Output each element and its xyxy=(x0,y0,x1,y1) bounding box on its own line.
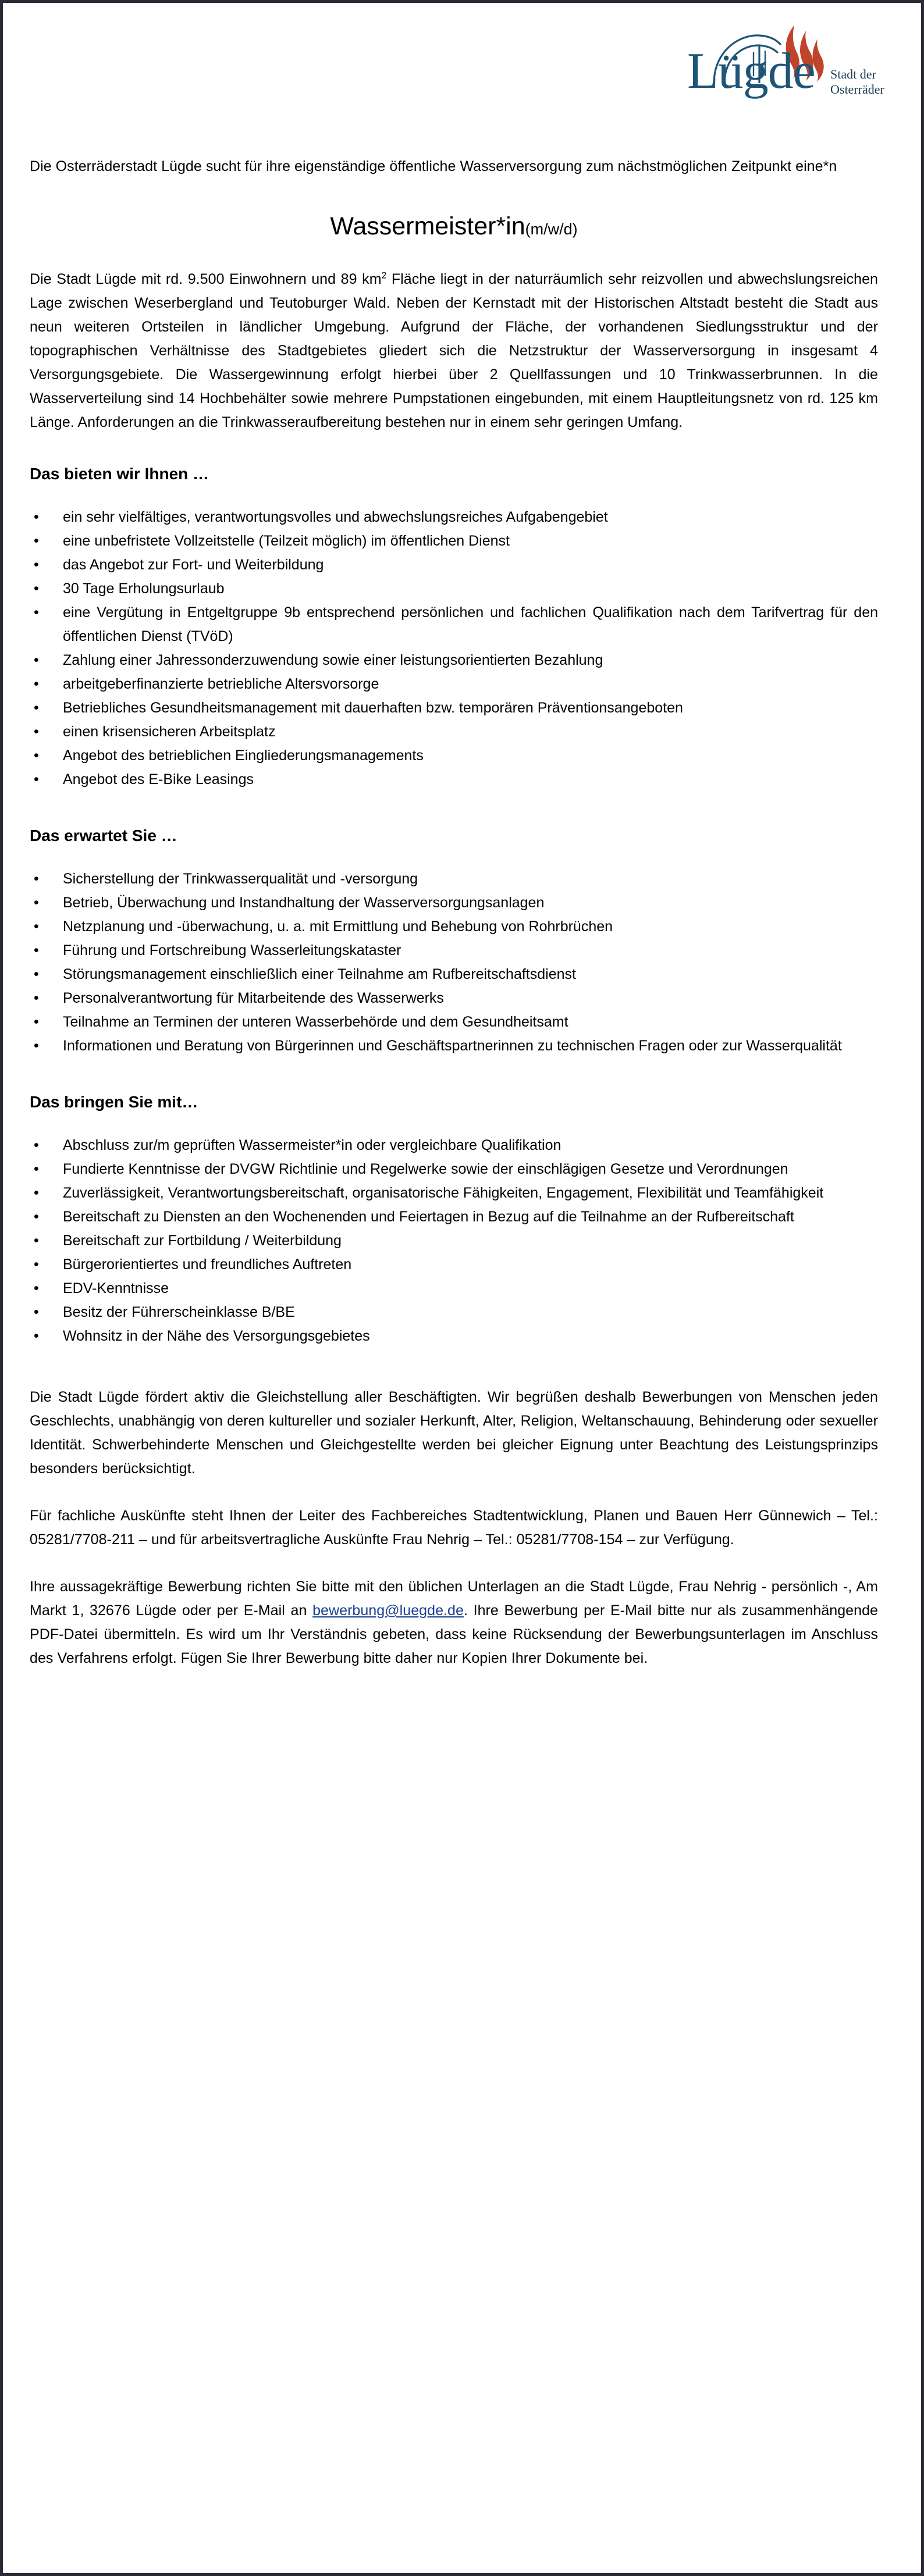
list-item xyxy=(30,1253,878,1277)
requirements-list xyxy=(30,1134,878,1348)
list-item xyxy=(30,744,878,768)
list-item-text: • Angebot des E-Bike Leasings xyxy=(63,771,254,788)
list-item-text: • Teilnahme an Terminen der unteren Wasserbehörde und dem Gesundheitsamt xyxy=(63,1014,568,1030)
list-item-text: • Störungsmanagement einschließlich einer Teilnahme am Rufbereitschaftsdienst xyxy=(63,966,576,982)
contact-paragraph: Für fachliche Auskünfte steht Ihnen der Leiter des Fachbereiches Stadtentwicklung, Planen und Bauen Herr Günnewich – Tel.: 05281/7708-211 – und für arbeitsvertragliche Auskünfte Frau Nehrig – Tel.: 05281/7708-154 – zur Verfügung. xyxy=(30,1508,878,1548)
list-item-text: • Personalverantwortung für Mitarbeitende des Wasserwerks xyxy=(63,990,444,1006)
job-title-gender-note: (m/w/d) xyxy=(525,220,578,238)
list-item: • Zuverlässigkeit, Verantwortungsbereitschaft, organisatorische Fähigkeiten, Engagement, Flexibilität und Teamfähigkeit xyxy=(30,1181,878,1205)
list-item xyxy=(30,672,878,696)
logo-tagline-line1: Stadt der xyxy=(830,67,876,81)
intro-paragraph: Die Osterräderstadt Lügde sucht für ihre eigenständige öffentliche Wasserversorgung zum nächstmöglichen Zeitpunkt eine*n xyxy=(30,158,837,174)
list-item-text: • Abschluss zur/m geprüften Wassermeister*in oder vergleichbare Qualifikation xyxy=(63,1137,561,1153)
logo-tagline-line2: Osterräder xyxy=(830,82,884,97)
list-item xyxy=(30,986,878,1010)
list-item xyxy=(30,939,878,963)
list-item-text: • Bereitschaft zur Fortbildung / Weiterbildung xyxy=(63,1232,342,1249)
list-item xyxy=(30,867,878,891)
list-item xyxy=(30,963,878,986)
list-item xyxy=(30,1301,878,1324)
list-item-text: • Sicherstellung der Trinkwasserqualität und -versorgung xyxy=(63,871,418,887)
city-description-text: Die Stadt Lügde mit rd. 9.500 Einwohnern und 89 $km^2$ Fläche liegt in der naturräumlich sehr reizvollen und abwechslungsreichen Lage zwischen Weserbergland und Teutoburger Wald. Neben der Kernstadt mit der Historischen Altstadt besteht die Stadt aus neun weiteren Ortsteilen in ländlicher Umgebung. Aufgrund der Fläche, der vorhandenen Siedlungsstruktur und der topographischen Verhältnisse des Stadtgebietes gliedert sich die Netzstruktur der Wasserversorgung in insgesamt 4 Versorgungsgebiete. Die Wassergewinnung erfolgt hierbei über 2 Quellfassungen und 10 Trinkwasserbrunnen. In die Wasserverteilung sind 14 Hochbehälter sowie mehrere Pumpstationen eingebunden, mit einem Hauptleitungsnetz von rd. 125 km Länge. Anforderungen an die Trinkwasseraufbereitung bestehen nur in einem sehr geringen Umfang. xyxy=(30,270,878,430)
list-item: • eine Vergütung in Entgeltgruppe 9b entsprechend persönlichen und fachlichen Qualifikation nach dem Tarifvertrag für den öffentlichen Dienst (TVöD) xyxy=(30,601,878,649)
job-title-text: Wassermeister*in xyxy=(330,212,525,240)
application-email-link[interactable]: bewerbung@luegde.de xyxy=(312,1602,464,1619)
list-item-text: • Führung und Fortschreibung Wasserleitungskataster xyxy=(63,942,401,959)
list-item xyxy=(30,649,878,672)
list-item-text: • das Angebot zur Fort- und Weiterbildung xyxy=(63,557,324,573)
list-item xyxy=(30,577,878,601)
list-item-text: • arbeitgeberfinanzierte betriebliche Altersvorsorge xyxy=(63,676,379,692)
document-body xyxy=(30,155,878,1670)
list-item: • Betriebliches Gesundheitsmanagement mit dauerhaften bzw. temporären Präventionsangeboten xyxy=(30,696,878,720)
list-item-text: • Betrieb, Überwachung und Instandhaltung der Wasserversorgungsanlagen xyxy=(63,895,545,911)
list-item xyxy=(30,891,878,915)
list-item xyxy=(30,553,878,577)
list-item xyxy=(30,768,878,792)
list-item xyxy=(30,1324,878,1348)
benefits-list xyxy=(30,505,878,792)
list-item-text: • Netzplanung und -überwachung, u. a. mit Ermittlung und Behebung von Rohrbrüchen xyxy=(63,918,613,935)
tasks-list xyxy=(30,867,878,1058)
list-item-text: • Bürgerorientiertes und freundliches Auftreten xyxy=(63,1256,352,1273)
list-item-text: • Besitz der Führerscheinklasse B/BE xyxy=(63,1304,295,1320)
list-item-text: • EDV-Kenntnisse xyxy=(63,1280,169,1296)
list-item: • Fundierte Kenntnisse der DVGW Richtlinie und Regelwerke sowie der einschlägigen Gesetze und Verordnungen xyxy=(30,1157,878,1181)
list-item xyxy=(30,1277,878,1301)
section-heading-tasks: Das erwartet Sie … xyxy=(30,826,177,845)
page-title xyxy=(30,211,878,244)
list-item xyxy=(30,1229,878,1253)
list-item: • Bereitschaft zu Diensten an den Wochenenden und Feiertagen in Bezug auf die Teilnahme an der Rufbereitschaft xyxy=(30,1205,878,1229)
list-item-text: • einen krisensicheren Arbeitsplatz xyxy=(63,724,276,740)
equal-opportunity-paragraph: Die Stadt Lügde fördert aktiv die Gleichstellung aller Beschäftigten. Wir begrüßen deshalb Bewerbungen von Menschen jeden Geschlechts, unabhängig von deren kultureller und sozialer Herkunft, Alter, Religion, Weltanschauung, Behinderung oder sexueller Identität. Schwerbehinderte Menschen und Gleichgestellte werden bei gleicher Eignung unter Beachtung des Leistungsprinzips besonders berücksichtigt. xyxy=(30,1389,878,1477)
list-item-text: • 30 Tage Erholungsurlaub xyxy=(63,580,225,597)
application-text-before-email: Ihre aussagekräftige Bewerbung richten Sie bitte mit den üblichen Unterlagen an die Stadt Lügde, Frau Nehrig - persönlich -, Am Markt 1, 32676 Lügde oder per E-Mail an xyxy=(30,1579,878,1619)
luegde-logo-svg xyxy=(645,18,890,117)
list-item: • Informationen und Beratung von Bürgerinnen und Geschäftspartnerinnen zu technischen Fragen oder zur Wasserqualität xyxy=(30,1034,878,1058)
application-paragraph xyxy=(30,1575,878,1670)
logo-wordmark: Lügde xyxy=(687,43,815,99)
application-text-after-email: . Ihre Bewerbung per E-Mail bitte nur als zusammenhängende PDF-Datei übermitteln. Es wird um Ihr Verständnis gebeten, dass keine Rücksendung der Bewerbungsunterlagen im Anschluss des Verfahrens erfolgt. Fügen Sie Ihrer Bewerbung bitte daher nur Kopien Ihrer Dokumente bei. xyxy=(30,1602,878,1666)
section-heading-requirements: Das bringen Sie mit… xyxy=(30,1093,198,1111)
list-item-text: • Angebot des betrieblichen Eingliederungsmanagements xyxy=(63,747,424,764)
list-item-text: • Wohnsitz in der Nähe des Versorgungsgebietes xyxy=(63,1328,370,1344)
list-item xyxy=(30,505,878,529)
list-item-text: • ein sehr vielfältiges, verantwortungsvolles und abwechslungsreiches Aufgabengebiet xyxy=(63,509,608,525)
list-item xyxy=(30,1134,878,1157)
list-item-text: • eine unbefristete Vollzeitstelle (Teilzeit möglich) im öffentlichen Dienst xyxy=(63,533,510,549)
list-item-text: • Zahlung einer Jahressonderzuwendung sowie einer leistungsorientierten Bezahlung xyxy=(63,652,603,668)
section-heading-benefits: Das bieten wir Ihnen … xyxy=(30,465,209,483)
list-item xyxy=(30,720,878,744)
city-logo xyxy=(645,18,890,117)
list-item xyxy=(30,915,878,939)
list-item xyxy=(30,1010,878,1034)
list-item xyxy=(30,529,878,553)
city-description-paragraph xyxy=(30,268,878,434)
